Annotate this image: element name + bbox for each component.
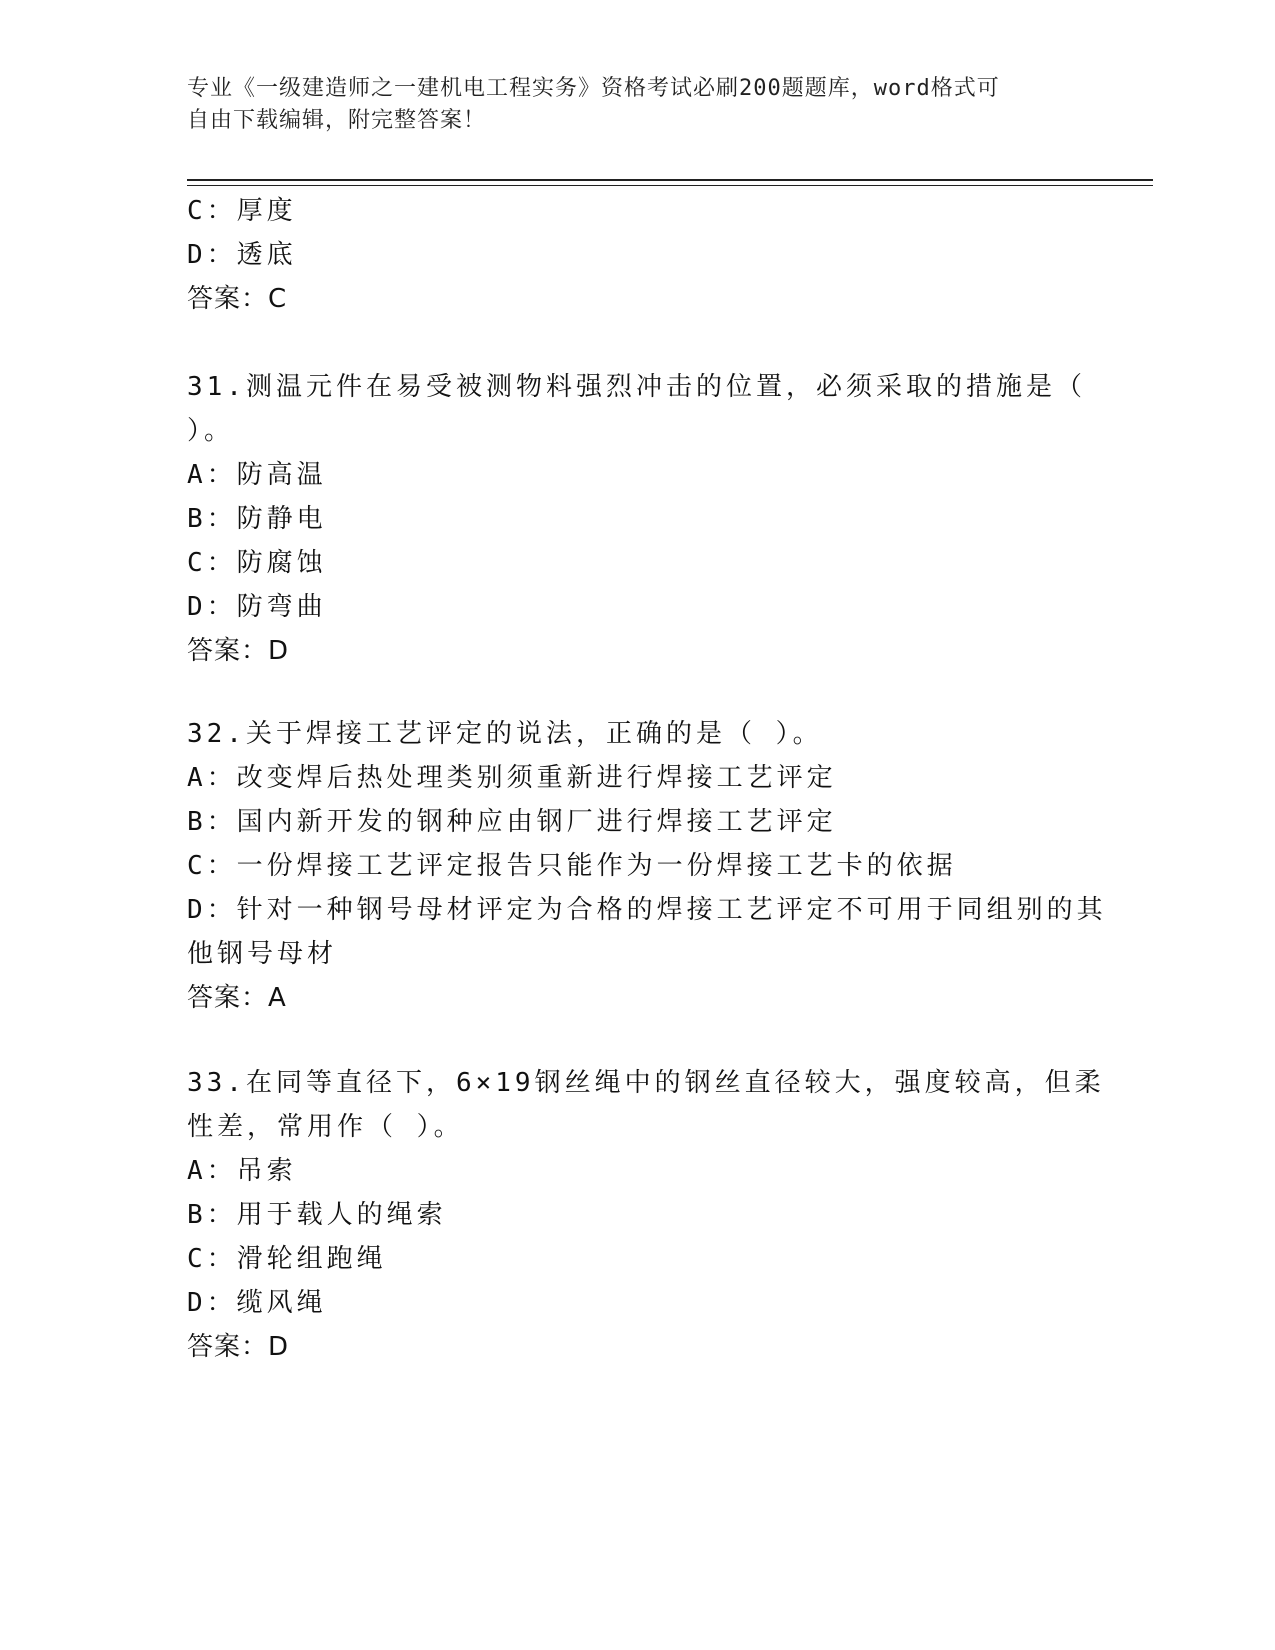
question-31-line-1: 31.测温元件在易受被测物料强烈冲击的位置，必须采取的措施是（ — [187, 372, 1086, 402]
question-33-line-1: 33.在同等直径下，6×19钢丝绳中的钢丝直径较大，强度较高，但柔 — [187, 1068, 1105, 1098]
header-rule-thick — [187, 179, 1153, 181]
header-line-1: 专业《一级建造师之一建机电工程实务》资格考试必刷200题题库，word格式可 — [187, 76, 1000, 101]
q32-option-b: B：国内新开发的钢种应由钢厂进行焊接工艺评定 — [187, 807, 837, 837]
q31-answer: 答案：D — [187, 636, 290, 666]
q32-option-c: C：一份焊接工艺评定报告只能作为一份焊接工艺卡的依据 — [187, 851, 957, 881]
q32-answer: 答案：A — [187, 983, 287, 1013]
q32-option-d-line-2: 他钢号母材 — [187, 939, 338, 969]
q31-option-a: A：防高温 — [187, 460, 327, 490]
option-d-prev: D：透底 — [187, 240, 297, 270]
q33-option-c: C：滑轮组跑绳 — [187, 1244, 387, 1274]
q33-option-a: A：吊索 — [187, 1156, 297, 1186]
header-line-2: 自由下载编辑，附完整答案！ — [187, 108, 487, 133]
q33-answer: 答案：D — [187, 1332, 290, 1362]
q31-option-d: D：防弯曲 — [187, 592, 327, 622]
q33-option-b: B：用于载人的绳索 — [187, 1200, 447, 1230]
question-33-line-2: 性差，常用作（ ）。 — [187, 1112, 464, 1142]
question-32: 32.关于焊接工艺评定的说法，正确的是（ ）。 — [187, 719, 823, 749]
q33-option-d: D：缆风绳 — [187, 1288, 327, 1318]
answer-prev: 答案：C — [187, 284, 288, 314]
option-c-prev: C：厚度 — [187, 196, 297, 226]
page-header — [187, 73, 1067, 137]
q31-option-b: B：防静电 — [187, 504, 327, 534]
header-rule-thin — [187, 185, 1153, 186]
q32-option-a: A：改变焊后热处理类别须重新进行焊接工艺评定 — [187, 763, 837, 793]
question-31-line-2: ）。 — [187, 416, 235, 446]
q31-option-c: C：防腐蚀 — [187, 548, 327, 578]
q32-option-d-line-1: D：针对一种钢号母材评定为合格的焊接工艺评定不可用于同组别的其 — [187, 895, 1107, 925]
